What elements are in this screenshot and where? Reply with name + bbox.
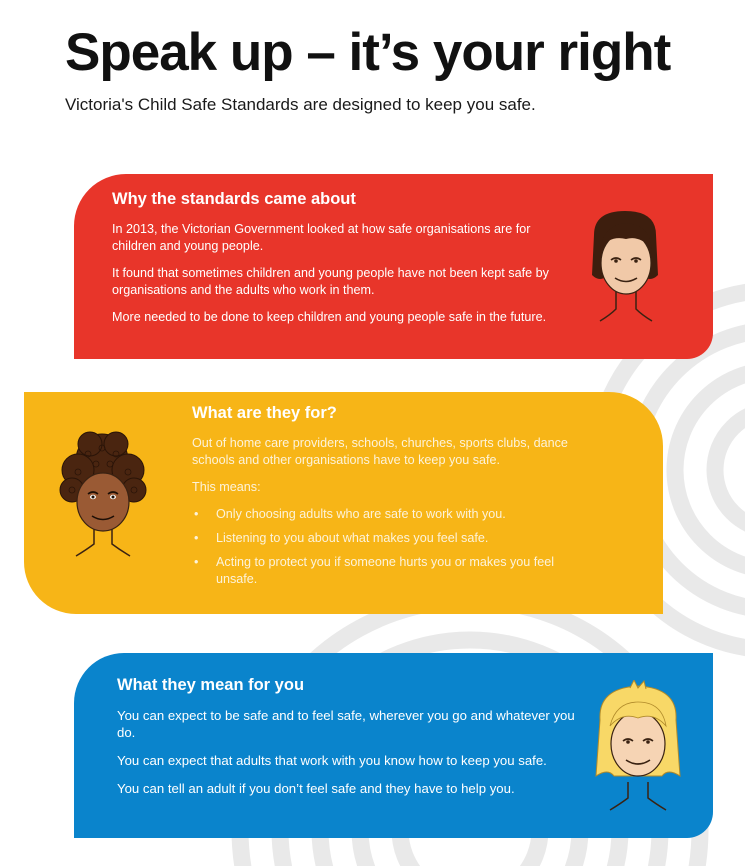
what-they-mean-heading: What they mean for you	[117, 676, 305, 694]
bullet-glyph: •	[194, 507, 199, 521]
why-paragraph-2: It found that sometimes children and young people have not been kept safe by organisations and the adults who work in them.	[112, 266, 549, 297]
why-standards-heading: Why the standards came about	[112, 190, 356, 208]
dark-haired-girl-illustration	[580, 205, 670, 327]
why-paragraph-3: More needed to be done to keep children and young people safe in the future.	[112, 310, 547, 324]
what-bullet-2	[192, 530, 593, 547]
page-title: Speak up – it’s your right	[65, 23, 671, 82]
what-paragraph-1: Out of home care providers, schools, churches, sports clubs, dance schools and other organisations have to keep you safe.	[192, 436, 568, 467]
bullet-glyph: •	[194, 531, 199, 545]
mean-paragraph-3: You can tell an adult if you don’t feel safe and they have to help you.	[117, 781, 515, 796]
what-bullet-1	[192, 506, 593, 523]
page-subtitle: Victoria's Child Safe Standards are designed to keep you safe.	[65, 95, 536, 114]
what-are-they-for-heading: What are they for?	[192, 404, 337, 422]
blonde-girl-illustration	[588, 680, 688, 814]
bullet-glyph: •	[194, 555, 199, 569]
why-paragraph-1: In 2013, the Victorian Government looked at how safe organisations are for children and young people.	[112, 222, 531, 253]
what-bullet-3	[192, 554, 593, 588]
what-bullet-2-text: Listening to you about what makes you feel safe.	[216, 531, 489, 545]
what-bullet-3-text: Acting to protect you if someone hurts you or makes you feel unsafe.	[216, 555, 555, 586]
curly-haired-boy-illustration	[50, 430, 155, 560]
mean-paragraph-1: You can expect to be safe and to feel safe, wherever you go and whatever you do.	[117, 708, 575, 740]
what-bullet-list	[192, 506, 593, 588]
what-paragraph-2: This means:	[192, 480, 261, 494]
what-bullet-1-text: Only choosing adults who are safe to work with you.	[216, 507, 506, 521]
mean-paragraph-2: You can expect that adults that work with you know how to keep you safe.	[117, 753, 547, 768]
